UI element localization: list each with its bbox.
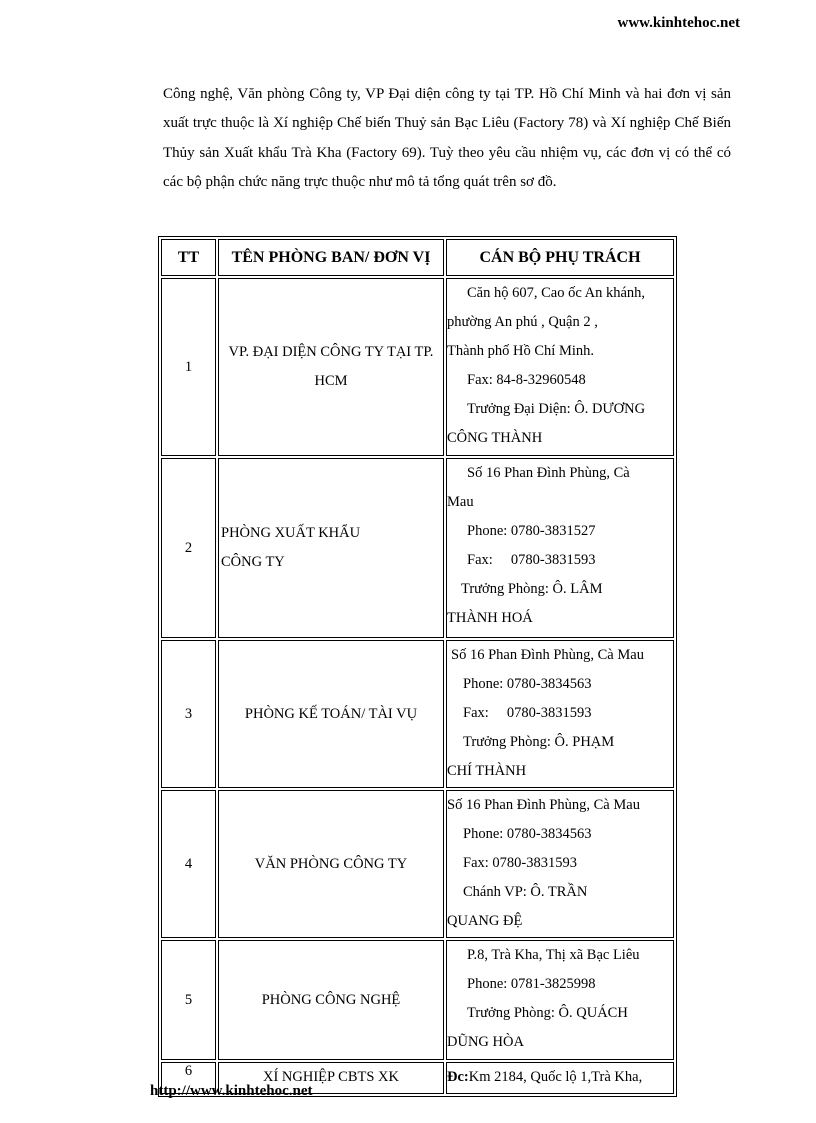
contact-line: Trưởng Phòng: Ô. LÂM xyxy=(461,581,603,597)
contact-cell xyxy=(446,1062,674,1094)
contact-line: THÀNH HOÁ xyxy=(447,610,533,626)
department-name: VP. ĐẠI DIỆN CÔNG TY TẠI TP. HCM xyxy=(218,278,444,456)
table-row xyxy=(161,940,674,1060)
intro-paragraph: Công nghệ, Văn phòng Công ty, VP Đại diện công ty tại TP. Hồ Chí Minh và hai đơn vị sản xuất trực thuộc là Xí nghiệp Chế biến Thuỷ sản Bạc Liêu (Factory 78) và Xí nghiệp Chế Biến Thủy sản Xuất khẩu Trà Kha (Factory 69). Tuỳ theo yêu cầu nhiệm vụ, các đơn vị có thể có các bộ phận chức năng trực thuộc như mô tả tổng quát trên sơ đồ. xyxy=(163,86,731,191)
row-number: 6 xyxy=(161,1062,216,1094)
department-name xyxy=(218,458,444,638)
contact-cell xyxy=(446,940,674,1060)
contact-line: Fax: 0780-3831593 xyxy=(463,855,577,871)
contact-line: Thành phố Hồ Chí Minh. xyxy=(447,343,595,359)
contact-line: Trưởng Đại Diện: Ô. DƯƠNG xyxy=(467,401,646,417)
table-row xyxy=(161,790,674,938)
contact-line: CÔNG THÀNH xyxy=(447,430,543,446)
contact-line: Fax: 0780-3831593 xyxy=(463,705,592,721)
department-table xyxy=(158,236,677,1097)
contact-line: phường An phú , Quận 2 , xyxy=(447,314,598,330)
contact-line: Chánh VP: Ô. TRẦN xyxy=(463,884,588,900)
department-name: PHÒNG KẾ TOÁN/ TÀI VỤ xyxy=(218,640,444,788)
contact-line: Phone: 0780-3834563 xyxy=(463,676,592,692)
table-row xyxy=(161,640,674,788)
contact-cell xyxy=(446,458,674,638)
contact-line: Căn hộ 607, Cao ốc An khánh, xyxy=(467,285,646,301)
contact-line: Fax: 84-8-32960548 xyxy=(467,372,586,388)
contact-line: Trưởng Phòng: Ô. QUÁCH xyxy=(467,1005,628,1021)
row-number: 4 xyxy=(161,790,216,938)
site-header-url: www.kinhtehoc.net xyxy=(617,15,740,31)
table-header-row xyxy=(161,239,674,276)
contact-line: Số 16 Phan Đình Phùng, Cà Mau xyxy=(451,647,644,663)
contact-line: QUANG ĐỆ xyxy=(447,913,523,929)
address-text: Km 2184, Quốc lộ 1,Trà Kha, xyxy=(468,1069,643,1085)
footer-url: http://www.kinhtehoc.net xyxy=(150,1083,313,1099)
contact-cell xyxy=(446,790,674,938)
row-number: 1 xyxy=(161,278,216,456)
contact-line: Số 16 Phan Đình Phùng, Cà Mau xyxy=(447,797,640,813)
contact-line: Mau xyxy=(447,494,474,510)
contact-line: Phone: 0780-3831527 xyxy=(467,523,596,539)
department-name-line: CÔNG TY xyxy=(221,554,285,570)
department-name: XÍ NGHIỆP CBTS XK xyxy=(218,1062,444,1094)
contact-cell xyxy=(446,640,674,788)
table-row xyxy=(161,458,674,638)
contact-line: Trưởng Phòng: Ô. PHẠM xyxy=(463,734,615,750)
table-row xyxy=(161,278,674,456)
department-name-line: PHÒNG XUẤT KHẨU xyxy=(221,525,361,541)
row-number: 5 xyxy=(161,940,216,1060)
contact-line: Fax: 0780-3831593 xyxy=(467,552,596,568)
contact-line: P.8, Trà Kha, Thị xã Bạc Liêu xyxy=(467,947,640,963)
department-name: VĂN PHÒNG CÔNG TY xyxy=(218,790,444,938)
contact-line xyxy=(447,1063,673,1092)
contact-line: Phone: 0781-3825998 xyxy=(467,976,596,992)
contact-cell xyxy=(446,278,674,456)
header-department: TÊN PHÒNG BAN/ ĐƠN VỊ xyxy=(218,239,444,276)
address-label: Đc: xyxy=(447,1069,469,1085)
header-tt: TT xyxy=(161,239,216,276)
row-number: 2 xyxy=(161,458,216,638)
contact-line: DŨNG HÒA xyxy=(447,1034,524,1050)
contact-line: Phone: 0780-3834563 xyxy=(463,826,592,842)
header-manager: CÁN BỘ PHỤ TRÁCH xyxy=(446,239,674,276)
row-number: 3 xyxy=(161,640,216,788)
contact-line: CHÍ THÀNH xyxy=(447,763,527,779)
department-name: PHÒNG CÔNG NGHỆ xyxy=(218,940,444,1060)
contact-line: Số 16 Phan Đình Phùng, Cà xyxy=(467,465,630,481)
